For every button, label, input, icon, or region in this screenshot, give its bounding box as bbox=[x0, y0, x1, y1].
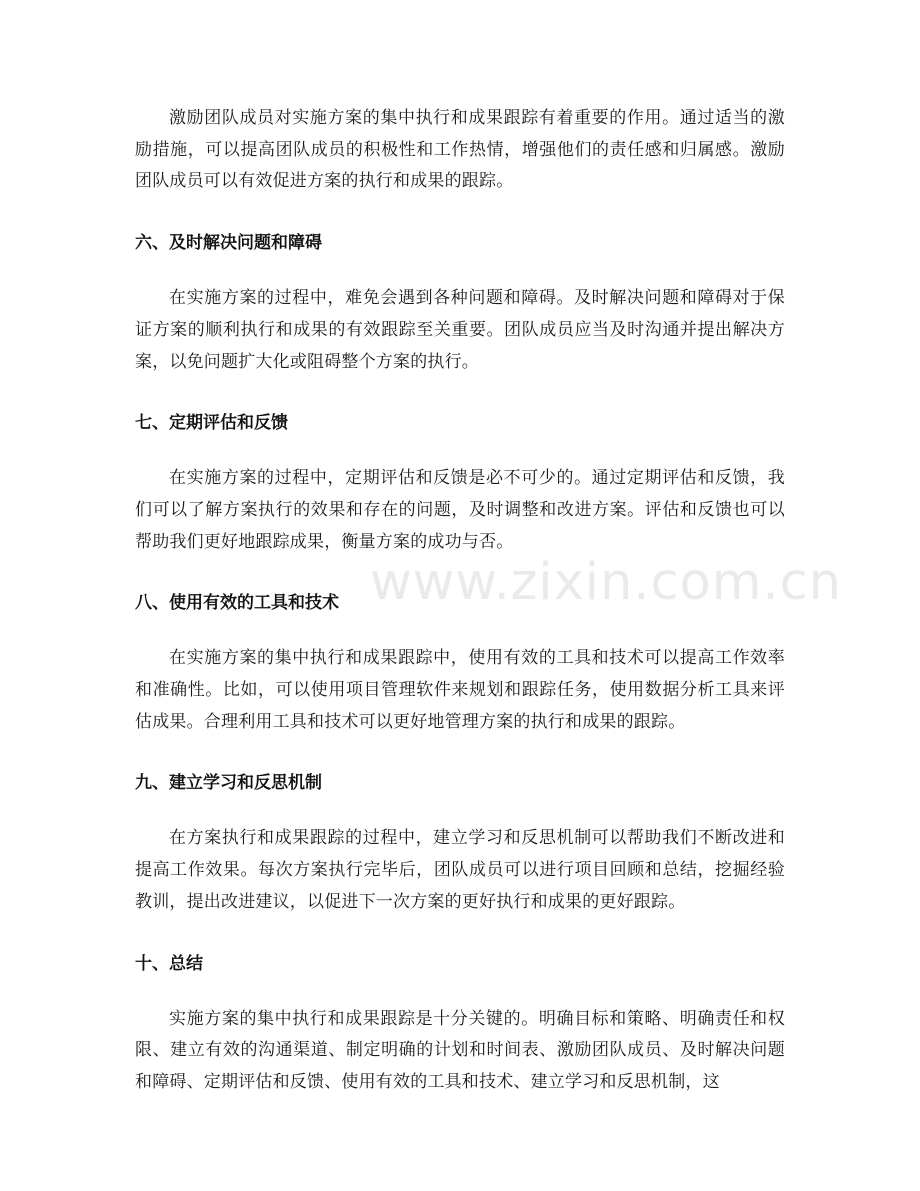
paragraph-resolve-problems: 在实施方案的过程中，难免会遇到各种问题和障碍。及时解决问题和障碍对于保证方案的顺利执行和成果的有效跟踪至关重要。团队成员应当及时沟通并提出解决方案，以免问题扩大化或阻碍整个方案的执行。 bbox=[135, 288, 785, 372]
section-heading-8: 八、使用有效的工具和技术 bbox=[135, 593, 339, 614]
spacer bbox=[135, 558, 785, 588]
spacer bbox=[135, 198, 785, 228]
paragraph-evaluation-feedback: 在实施方案的过程中，定期评估和反馈是必不可少的。通过定期评估和反馈，我们可以了解方案执行的效果和存在的问题，及时调整和改进方案。评估和反馈也可以帮助我们更好地跟踪成果，衡量方案的成功与否。 bbox=[135, 468, 785, 552]
spacer bbox=[135, 980, 785, 1004]
watermark: www.zixin.com.cn bbox=[370, 553, 842, 612]
section-heading-10: 十、总结 bbox=[135, 953, 203, 974]
section-heading-9: 九、建立学习和反思机制 bbox=[135, 773, 322, 794]
document-body bbox=[135, 103, 785, 1099]
spacer bbox=[135, 619, 785, 643]
spacer bbox=[135, 259, 785, 283]
spacer bbox=[135, 378, 785, 408]
spacer bbox=[135, 919, 785, 949]
spacer bbox=[135, 738, 785, 768]
paragraph-summary: 实施方案的集中执行和成果跟踪是十分关键的。明确目标和策略、明确责任和权限、建立有效的沟通渠道、制定明确的计划和时间表、激励团队成员、及时解决问题和障碍、定期评估和反馈、使用有效的工具和技术、建立学习和反思机制，这 bbox=[135, 1008, 785, 1092]
paragraph-motivate-team: 激励团队成员对实施方案的集中执行和成果跟踪有着重要的作用。通过适当的激励措施，可以提高团队成员的积极性和工作热情，增强他们的责任感和归属感。激励团队成员可以有效促进方案的执行和成果的跟踪。 bbox=[135, 108, 785, 192]
section-heading-6: 六、及时解决问题和障碍 bbox=[135, 233, 322, 254]
paragraph-learning-reflection: 在方案执行和成果跟踪的过程中，建立学习和反思机制可以帮助我们不断改进和提高工作效果。每次方案执行完毕后，团队成员可以进行项目回顾和总结，挖掘经验教训，提出改进建议，以促进下一次方案的更好执行和成果的更好跟踪。 bbox=[135, 828, 785, 912]
spacer bbox=[135, 799, 785, 823]
section-heading-7: 七、定期评估和反馈 bbox=[135, 413, 288, 434]
paragraph-tools-techniques: 在实施方案的集中执行和成果跟踪中，使用有效的工具和技术可以提高工作效率和准确性。比如，可以使用项目管理软件来规划和跟踪任务，使用数据分析工具来评估成果。合理利用工具和技术可以更好地管理方案的执行和成果的跟踪。 bbox=[135, 648, 785, 732]
spacer bbox=[135, 439, 785, 463]
